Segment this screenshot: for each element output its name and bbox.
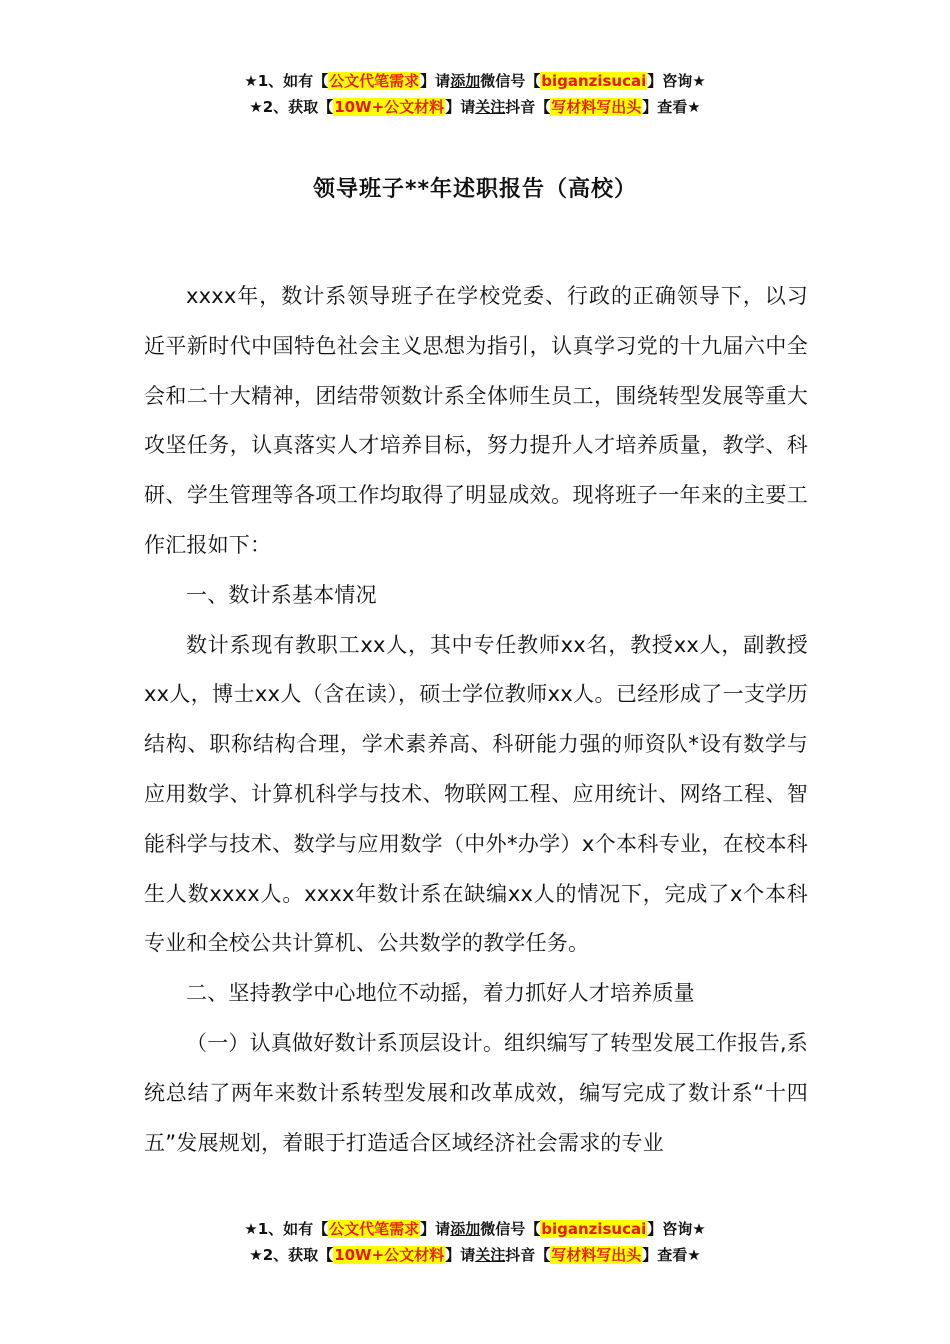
notice-text: 】查看★ xyxy=(642,1246,701,1264)
highlight-materials: 10W+公文材料 xyxy=(334,98,445,116)
footer-notice xyxy=(0,1216,950,1268)
section-heading-1: 一、数计系基本情况 xyxy=(186,582,377,607)
notice-text: 微信号【 xyxy=(480,1220,541,1238)
notice-text: 抖音【 xyxy=(505,98,551,116)
paragraph-basic-info: 数计系现有教职工xx人，其中专任教师xx名，教授xx人，副教授xx人，博士xx人（含在读），硕士学位教师xx人。已经形成了一支学历结构、职称结构合理，学术素养高、科研能力强的师资队*设有数学与应用数学、计算机科学与技术、物联网工程、应用统计、网络工程、智能科学与技术、数学与应用数学（中外*办学）x个本科专业，在校本科生人数xxxx人。xxxx年数计系在缺编xx人的情况下，完成了x个本科专业和全校公共计算机、公共数学的教学任务。 xyxy=(144,632,808,956)
notice-underlined-text: 添加 xyxy=(450,72,481,90)
highlight-douyin-id: 写材料写出头 xyxy=(551,98,642,116)
notice-underlined-text: 添加 xyxy=(450,1220,481,1238)
notice-text: 】请 xyxy=(420,72,451,90)
highlight-wechat-id: biganzisucai xyxy=(541,1220,647,1238)
notice-line-2 xyxy=(0,94,950,120)
notice-text: 】查看★ xyxy=(642,98,701,116)
paragraph-top-design: （一）认真做好数计系顶层设计。组织编写了转型发展工作报告,系统总结了两年来数计系转型发展和改革成效，编写完成了数计系“十四五”发展规划，着眼于打造适合区域经济社会需求的专业 xyxy=(144,1030,808,1155)
highlight-wechat-id: biganzisucai xyxy=(541,72,647,90)
notice-text: 】咨询★ xyxy=(647,72,706,90)
notice-text: ★2、获取【 xyxy=(249,98,334,116)
notice-text: ★2、获取【 xyxy=(249,1246,334,1264)
highlight-materials: 10W+公文材料 xyxy=(334,1246,445,1264)
paragraph-intro: xxxx年，数计系领导班子在学校党委、行政的正确领导下，以习近平新时代中国特色社会主义思想为指引，认真学习党的十九届六中全会和二十大精神，团结带领数计系全体师生员工，围绕转型发展等重大攻坚任务，认真落实人才培养目标，努力提升人才培养质量，教学、科研、学生管理等各项工作均取得了明显成效。现将班子一年来的主要工作汇报如下： xyxy=(144,284,808,557)
notice-text: 】请 xyxy=(445,98,476,116)
document-body xyxy=(144,272,808,1168)
notice-text: 】咨询★ xyxy=(647,1220,706,1238)
notice-underlined-text: 关注 xyxy=(475,1246,506,1264)
notice-text: ★1、如有【 xyxy=(244,72,329,90)
notice-text: 微信号【 xyxy=(480,72,541,90)
notice-text: 】请 xyxy=(445,1246,476,1264)
section-heading-2: 二、坚持教学中心地位不动摇，着力抓好人才培养质量 xyxy=(186,981,695,1006)
notice-line-1 xyxy=(0,68,950,94)
header-notice xyxy=(0,68,950,120)
notice-line-1 xyxy=(0,1216,950,1242)
notice-text: 抖音【 xyxy=(505,1246,551,1264)
notice-text: ★1、如有【 xyxy=(244,1220,329,1238)
notice-underlined-text: 关注 xyxy=(475,98,506,116)
highlight-douyin-id: 写材料写出头 xyxy=(551,1246,642,1264)
notice-line-2 xyxy=(0,1242,950,1268)
highlight-service: 公文代笔需求 xyxy=(329,72,420,90)
document-title: 领导班子**年述职报告（高校） xyxy=(312,177,637,202)
notice-text: 】请 xyxy=(420,1220,451,1238)
highlight-service: 公文代笔需求 xyxy=(329,1220,420,1238)
